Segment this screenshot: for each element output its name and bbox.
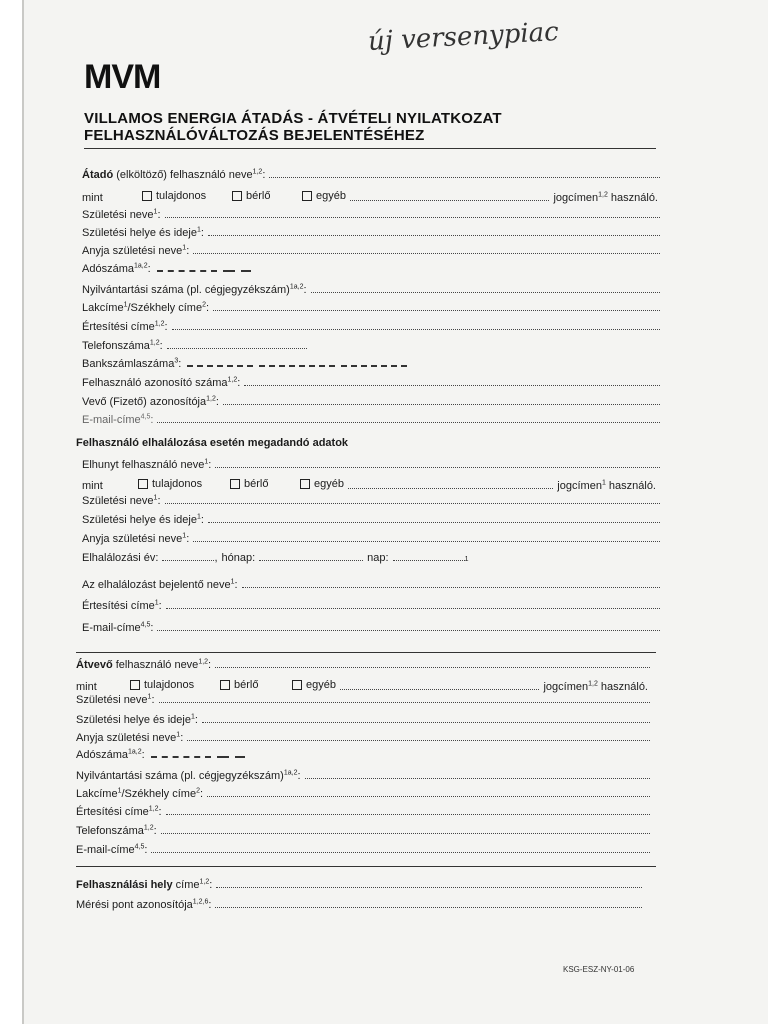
- input-field[interactable]: [223, 393, 660, 405]
- input-field[interactable]: [187, 729, 650, 741]
- site-address-row[interactable]: Felhasználási hely címe$^{1,2}$:: [76, 876, 642, 892]
- field-label: Adószáma$^{1a,2}$:: [82, 262, 151, 275]
- input-field[interactable]: [202, 711, 650, 723]
- elhalalozas-heading: Felhasználó elhalálozása esetén megadandó adatok: [76, 437, 349, 449]
- atvevo-other-field[interactable]: [340, 678, 539, 690]
- handwritten-note: új versenypiac: [367, 17, 560, 57]
- reporter-email-row[interactable]: E-mail-címe$^{4,5}$:: [82, 619, 660, 635]
- death-date-row: Elhalálozási év: , hónap: nap: 1: [82, 549, 482, 565]
- field-label: Nyilvántartási száma (pl. cégjegyzékszám)$^{1a,2}$:: [76, 769, 301, 782]
- atvevo-tenant-option[interactable]: bérlő: [220, 677, 292, 693]
- input-field[interactable]: [157, 411, 660, 423]
- field-label: Születési helye és ideje$^1$:: [76, 713, 198, 726]
- deceased-name-row[interactable]: Elhunyt felhasználó neve$^1$:: [82, 456, 660, 472]
- reporter-name-field[interactable]: [242, 576, 660, 588]
- input-field[interactable]: [159, 691, 650, 703]
- field-label: Nyilvántartási száma (pl. cégjegyzékszám)$^{1a,2}$:: [82, 283, 307, 296]
- deceased-other-field[interactable]: [348, 477, 553, 489]
- segmented-input[interactable]: [157, 261, 217, 272]
- atvevo-owner-option[interactable]: tulajdonos: [130, 677, 220, 693]
- deceased-birth-name-field[interactable]: [165, 492, 660, 504]
- atado-field-row[interactable]: [82, 393, 660, 409]
- atvevo-field-row[interactable]: [76, 767, 650, 783]
- atado-field-row[interactable]: [82, 206, 660, 222]
- atvevo-other-option[interactable]: egyéb: [292, 677, 336, 693]
- input-field[interactable]: [166, 803, 650, 815]
- form-title-line1: VILLAMOS ENERGIA ÁTADÁS - ÁTVÉTELI NYILATKOZAT: [84, 110, 502, 127]
- segmented-input[interactable]: [223, 261, 235, 272]
- deceased-mother-field[interactable]: [193, 530, 660, 542]
- checkbox-icon[interactable]: [292, 680, 302, 690]
- atvevo-mint-label: mint: [76, 681, 97, 693]
- deceased-name-field[interactable]: [215, 456, 660, 468]
- death-year-field[interactable]: [162, 549, 214, 561]
- deceased-owner-option[interactable]: tulajdonos: [138, 476, 230, 492]
- atado-field-row[interactable]: [82, 299, 660, 315]
- atvevo-field-row[interactable]: [76, 803, 650, 819]
- field-label: Telefonszáma$^{1,2}$:: [76, 824, 157, 837]
- checkbox-icon[interactable]: [220, 680, 230, 690]
- atado-owner-option[interactable]: tulajdonos: [142, 188, 232, 204]
- death-year-label: Elhalálozási év:: [82, 552, 159, 564]
- atvevo-field-row[interactable]: [76, 822, 650, 838]
- form-title-line2: FELHASZNÁLÓVÁLTOZÁS BEJELENTÉSÉHEZ: [84, 127, 425, 144]
- field-label: E-mail-címe$^{4,5}$:: [82, 413, 154, 426]
- atado-status-row: [82, 188, 658, 204]
- deceased-mint-label: mint: [82, 480, 103, 492]
- atvevo-name-field[interactable]: [215, 656, 650, 668]
- field-label: Születési neve$^1$:: [76, 693, 155, 706]
- input-field[interactable]: [213, 299, 660, 311]
- death-day-field[interactable]: [393, 549, 465, 561]
- field-label: Anyja születési neve$^1$:: [82, 244, 190, 257]
- input-field[interactable]: [161, 822, 650, 834]
- field-label: Adószáma$^{1a,2}$:: [76, 748, 145, 761]
- input-field[interactable]: [207, 785, 650, 797]
- site-address-field[interactable]: [216, 876, 642, 888]
- atado-other-field[interactable]: [350, 189, 549, 201]
- form-code: KSG-ESZ-NY-01-06: [563, 965, 635, 974]
- segmented-input[interactable]: [341, 356, 407, 367]
- atado-name-row[interactable]: [82, 166, 660, 182]
- reporter-address-row[interactable]: Értesítési címe$^1$:: [82, 597, 660, 613]
- atado-field-row[interactable]: [82, 318, 660, 334]
- input-field[interactable]: [193, 242, 660, 254]
- checkbox-icon[interactable]: [302, 191, 312, 201]
- reporter-email-field[interactable]: [157, 619, 660, 631]
- reporter-name-row[interactable]: Az elhalálozást bejelentő neve$^1$:: [82, 576, 660, 592]
- segmented-input[interactable]: [217, 747, 229, 758]
- field-label: Lakcíme$^1$/Székhely címe$^2$:: [82, 301, 210, 314]
- segmented-input[interactable]: [241, 261, 251, 272]
- field-label: Bankszámlaszáma$^3$:: [82, 357, 182, 370]
- deceased-birth-name-row[interactable]: Születési neve$^1$:: [82, 492, 660, 508]
- checkbox-icon[interactable]: [138, 479, 148, 489]
- paper-edge: [22, 0, 24, 1024]
- reporter-address-field[interactable]: [166, 597, 660, 609]
- deceased-jogcim-label: jogcímen$^1$ használó.: [557, 479, 656, 492]
- atvevo-jogcim-label: jogcímen$^{1,2}$ használó.: [543, 680, 648, 693]
- field-label: Felhasználó azonosító száma$^{1,2}$:: [82, 376, 241, 389]
- deceased-tenant-option[interactable]: bérlő: [230, 476, 300, 492]
- segmented-input[interactable]: [151, 747, 211, 758]
- atado-field-row[interactable]: [82, 356, 660, 372]
- input-field[interactable]: [165, 206, 660, 218]
- atado-field-row[interactable]: [82, 224, 660, 240]
- atado-field-row[interactable]: [82, 281, 660, 297]
- segmented-input[interactable]: [235, 747, 245, 758]
- deceased-mother-row[interactable]: Anyja születési neve$^1$:: [82, 530, 660, 546]
- field-label: Vevő (Fizető) azonosítója$^{1,2}$:: [82, 395, 219, 408]
- deceased-other-option[interactable]: egyéb: [300, 476, 344, 492]
- input-field[interactable]: [311, 281, 660, 293]
- atvevo-name-row[interactable]: Átvevő felhasználó neve$^{1,2}$:: [76, 656, 650, 672]
- field-label: Anyja születési neve$^1$:: [76, 731, 184, 744]
- deceased-status-row: [82, 476, 656, 492]
- death-day-label: nap:: [367, 552, 389, 564]
- atado-field-row[interactable]: [82, 242, 660, 258]
- section-divider: [76, 652, 656, 653]
- atvevo-field-row[interactable]: [76, 841, 650, 857]
- death-month-field[interactable]: [259, 549, 363, 561]
- field-label: Értesítési címe$^{1,2}$:: [82, 320, 168, 333]
- atado-name-label: Átadó (elköltöző) felhasználó neve$^{1,2}$:: [82, 168, 266, 181]
- field-label: Lakcíme$^1$/Székhely címe$^2$:: [76, 787, 204, 800]
- atado-field-row[interactable]: [82, 411, 660, 427]
- atvevo-field-row[interactable]: [76, 691, 650, 707]
- checkbox-icon[interactable]: [142, 191, 152, 201]
- segmented-input[interactable]: [259, 356, 335, 367]
- atado-jogcim-label: jogcímen$^{1,2}$ használó.: [553, 191, 658, 204]
- atado-field-row[interactable]: [82, 337, 660, 353]
- atado-field-row[interactable]: [82, 374, 660, 390]
- checkbox-icon[interactable]: [300, 479, 310, 489]
- checkbox-icon[interactable]: [230, 479, 240, 489]
- atvevo-field-row[interactable]: [76, 729, 650, 745]
- input-field[interactable]: [167, 337, 307, 349]
- deceased-birth-place-field[interactable]: [208, 511, 660, 523]
- deceased-birth-place-row[interactable]: Születési helye és ideje$^1$:: [82, 511, 660, 527]
- checkbox-icon[interactable]: [130, 680, 140, 690]
- death-month-label: hónap:: [221, 552, 256, 564]
- atado-field-row[interactable]: [82, 261, 660, 277]
- input-field[interactable]: [172, 318, 660, 330]
- input-field[interactable]: [244, 374, 660, 386]
- field-label: Értesítési címe$^{1,2}$:: [76, 805, 162, 818]
- meter-id-field[interactable]: [215, 896, 642, 908]
- segmented-input[interactable]: [187, 356, 253, 367]
- field-label: Telefonszáma$^{1,2}$:: [82, 339, 163, 352]
- input-field[interactable]: [151, 841, 650, 853]
- field-label: Születési neve$^1$:: [82, 208, 161, 221]
- atado-tenant-option[interactable]: bérlő: [232, 188, 302, 204]
- input-field[interactable]: [305, 767, 650, 779]
- title-divider: [84, 148, 656, 149]
- checkbox-icon[interactable]: [232, 191, 242, 201]
- meter-id-row[interactable]: Mérési pont azonosítója$^{1,2,6}$:: [76, 896, 642, 912]
- mvm-logo: MVM: [84, 58, 161, 96]
- atvevo-field-row[interactable]: [76, 747, 650, 763]
- field-label: Születési helye és ideje$^1$:: [82, 226, 204, 239]
- atado-name-field[interactable]: [269, 166, 660, 178]
- atado-mint-label: mint: [82, 192, 103, 204]
- atvevo-field-row[interactable]: [76, 785, 650, 801]
- input-field[interactable]: [208, 224, 660, 236]
- section-divider: [76, 866, 656, 867]
- atado-other-option[interactable]: egyéb: [302, 188, 346, 204]
- atvevo-field-row[interactable]: [76, 711, 650, 727]
- field-label: E-mail-címe$^{4,5}$:: [76, 843, 148, 856]
